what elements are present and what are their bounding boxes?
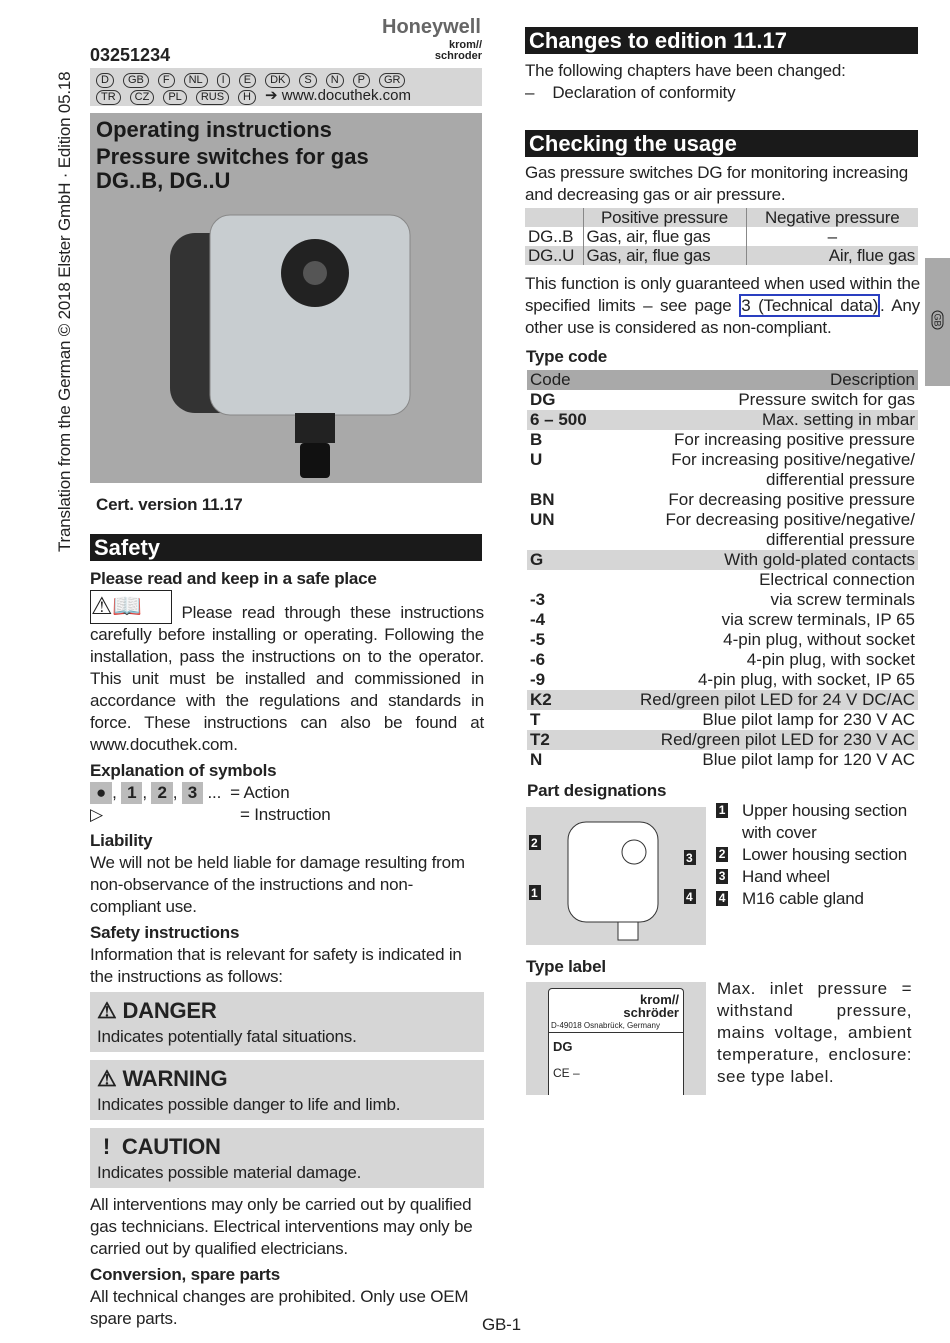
conversion-text: All technical changes are prohibited. Only use OEM spare parts. <box>90 1287 469 1328</box>
type-code-row: N Blue pilot lamp for 120 V AC <box>530 750 915 769</box>
svg-text:1: 1 <box>531 886 538 900</box>
type-code-row: -3 via screw terminals <box>530 590 915 609</box>
danger-box: ⚠ DANGER Indicates potentially fatal situations. <box>90 992 484 1052</box>
safety-heading: Safety <box>90 534 482 561</box>
language-nl[interactable]: NL <box>184 73 208 88</box>
usage-table: Positive pressure Negative pressure DG..B Gas, air, flue gas – DG..U Gas, air, flue gas Air, flue gas <box>525 208 918 265</box>
type-code-heading: Type code <box>526 347 608 366</box>
title-line1: Operating instructions <box>96 117 332 142</box>
language-bar <box>90 68 482 106</box>
conversion-heading: Conversion, spare parts <box>90 1265 281 1284</box>
type-code-row: 6 – 500 Max. setting in mbar <box>527 410 918 430</box>
liability-text: We will not be held liable for damage resulting from non-observance of the instructions and non-compliant use. <box>90 853 465 916</box>
parts-list <box>716 800 921 910</box>
language-s[interactable]: S <box>299 73 316 88</box>
type-code-row: differential pressure <box>766 530 915 549</box>
type-label-text: Max. inlet pressure = withstand pressure, mains voltage, ambient temperature, enclosure: see type label. <box>717 979 912 1086</box>
type-code-row: -9 4-pin plug, with socket, IP 65 <box>530 670 915 689</box>
si-heading: Safety instructions <box>90 923 240 942</box>
page-number: GB-1 <box>482 1315 521 1334</box>
language-cz[interactable]: CZ <box>130 90 155 105</box>
part-item: 3 Hand wheel <box>716 866 921 888</box>
svg-text:3: 3 <box>686 851 693 865</box>
title-line3: DG..B, DG..U <box>96 168 231 193</box>
pressure-switch-photo <box>90 193 482 483</box>
symbols-instruction: ▷ = Instruction <box>90 805 331 824</box>
type-code-row: B For increasing positive pressure <box>530 430 915 449</box>
caution-box: ! CAUTION Indicates possible material damage. <box>90 1128 484 1188</box>
language-e[interactable]: E <box>239 73 256 88</box>
title-line2: Pressure switches for gas <box>96 144 369 169</box>
type-code-row: UN For decreasing positive/negative/ <box>530 510 915 529</box>
language-d[interactable]: D <box>96 73 114 88</box>
language-i[interactable]: I <box>217 73 230 88</box>
doc-number: 03251234 <box>90 45 171 65</box>
language-tab[interactable]: GB <box>925 258 950 386</box>
language-n[interactable]: N <box>326 73 344 88</box>
language-gr[interactable]: GR <box>379 73 406 88</box>
safety-section <box>90 568 484 1330</box>
svg-text:4: 4 <box>686 890 693 904</box>
usage-heading: Checking the usage <box>525 130 918 157</box>
type-code-row: T Blue pilot lamp for 230 V AC <box>530 710 915 729</box>
type-code-row: U For increasing positive/negative/ <box>530 450 915 469</box>
type-code-row: -4 via screw terminals, IP 65 <box>530 610 915 629</box>
type-code-row: K2 Red/green pilot LED for 24 V DC/AC <box>527 690 918 710</box>
changes-heading: Changes to edition 11.17 <box>525 27 918 54</box>
type-label-image: krom// schröder D-49018 Osnabrück, Germany DG CE – <box>526 982 706 1095</box>
read-heading: Please read and keep in a safe place <box>90 569 377 588</box>
technical-data-link[interactable]: 3 (Technical data) <box>741 296 879 315</box>
kromschroder-logo: krom// schroder <box>434 39 482 62</box>
part-item: 1 Upper housing section with cover <box>716 800 921 844</box>
warning-box: ⚠ WARNING Indicates possible danger to life and limb. <box>90 1060 484 1120</box>
language-tr[interactable]: TR <box>96 90 121 105</box>
part-item: 2 Lower housing section <box>716 844 921 866</box>
changes-section: The following chapters have been changed: – Declaration of conformity <box>525 61 846 102</box>
part-item: 4 M16 cable gland <box>716 888 921 910</box>
type-code-row: -6 4-pin plug, with socket <box>530 650 915 669</box>
type-code-table <box>527 370 918 770</box>
interventions-text: All interventions may only be carried out by qualified gas technicians. Electrical interventions may only be carried out by qualified electricians. <box>90 1195 473 1258</box>
language-dk[interactable]: DK <box>265 73 290 88</box>
type-code-row: -5 4-pin plug, without socket <box>530 630 915 649</box>
type-code-row: G With gold-plated contacts <box>527 550 918 570</box>
si-text: Information that is relevant for safety is indicated in the instructions as follows: <box>90 945 462 986</box>
honeywell-logo: Honeywell <box>382 16 481 38</box>
type-code-row: DG Pressure switch for gas <box>530 390 915 409</box>
language-gb[interactable]: GB <box>123 73 149 88</box>
language-f[interactable]: F <box>158 73 175 88</box>
liability-heading: Liability <box>90 831 153 850</box>
language-pl[interactable]: PL <box>163 90 186 105</box>
symbols-heading: Explanation of symbols <box>90 761 277 780</box>
type-label-heading: Type label <box>526 957 606 976</box>
title-block <box>90 113 482 483</box>
svg-text:2: 2 <box>531 836 538 850</box>
cert-version: Cert. version 11.17 <box>96 495 243 514</box>
language-rus[interactable]: RUS <box>196 90 229 105</box>
type-code-row: Code Description <box>527 370 918 390</box>
parts-heading: Part designations <box>527 781 667 800</box>
symbols-action: ● , 1 , 2 , 3 ... = Action <box>90 782 484 804</box>
usage-section: Gas pressure switches DG for monitoring increasing and decreasing gas or air pressure. Positive pressure Negative pressure DG..B Gas, air, flue gas – DG..U Gas, air, flue gas Air, flue gas This function is only guaranteed when used within the specified limits – see page 3 (Technical data) . Any other use is considered as non-compliant. <box>525 163 920 337</box>
language-p[interactable]: P <box>353 73 370 88</box>
type-code-row: T2 Red/green pilot LED for 230 V AC <box>527 730 918 750</box>
language-h[interactable]: H <box>238 90 256 105</box>
type-code-row: BN For decreasing positive pressure <box>530 490 915 509</box>
warning-read-icon: ⚠📖 <box>90 590 172 624</box>
part-diagram <box>526 807 706 945</box>
type-code-row: differential pressure <box>766 470 915 489</box>
type-code-row: Electrical connection <box>759 570 915 589</box>
docuthek-link[interactable]: ➔ www.docuthek.com <box>265 87 411 104</box>
side-edition-text: Translation from the German © 2018 Elster GmbH · Edition 05.18 <box>55 71 74 552</box>
read-text: Please read through these instructions carefully before installing or operating. Following the installation, pass the instructions on to the operator. This unit must be installed and commissioned in accordance with the regulations and standards in force. These instructions can also be found at www.docuthek.com. <box>90 603 484 754</box>
